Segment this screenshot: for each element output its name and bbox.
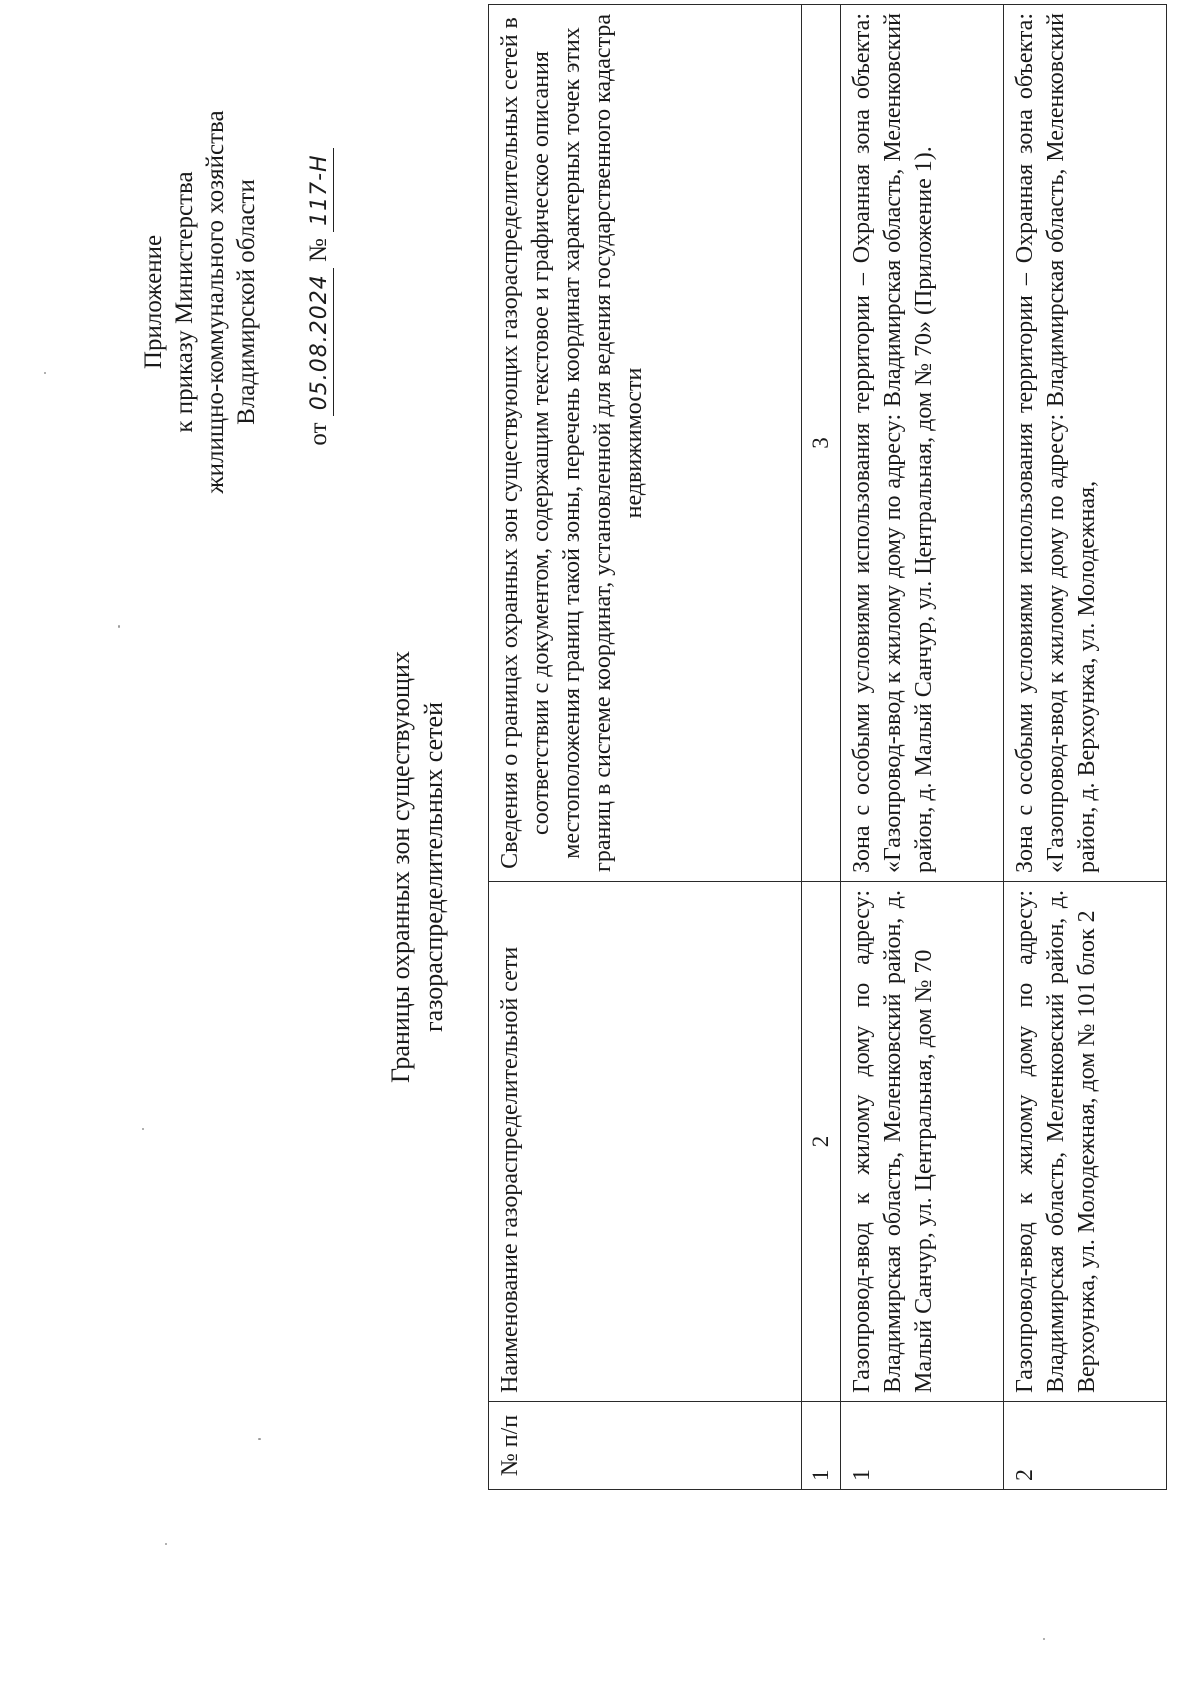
order-number-handwritten: 117-Н: [307, 148, 334, 231]
scan-speck: [142, 1128, 144, 1130]
scan-speck: [44, 372, 46, 374]
network-name: Газопровод-ввод к жилому дому по адресу: Владимирская область, Меленковский район, д. Верхоунжа, ул. Молодежная, дом № 101 блок 2: [1004, 882, 1167, 1402]
zones-table: [488, 4, 1167, 1490]
scan-speck: [1043, 1638, 1045, 1640]
appendix-line: Владимирской области: [233, 179, 260, 425]
column-number: 1: [802, 1402, 841, 1490]
column-number-row: [802, 5, 841, 1490]
order-date-number: [305, 87, 334, 507]
table-row: [1004, 5, 1167, 1490]
order-date-handwritten: 05.08.2024: [307, 268, 334, 416]
column-number: 2: [802, 882, 841, 1402]
appendix-line: Приложение: [140, 234, 167, 370]
table-row: [841, 5, 1004, 1490]
zone-info: Зона с особыми условиями использования территории – Охранная зона объекта: «Газопровод-ввод к жилому дому по адресу: Владимирская область, Меленковский район, д. Малый Санчур, ул. Центральная, дом № 70» (Приложение 1).: [841, 5, 1004, 882]
order-number-prefix: №: [305, 238, 332, 263]
title-line: газораспределительных сетей: [419, 702, 448, 1033]
header-info: Сведения о границах охранных зон существующих газораспределительных сетей в соответствии с документом, содержащим текстовое и графическое описания местоположения границ такой зоны, перечень координат характерных точек этих границ в системе координат, установленной для ведения государственного кадастра недвижимости: [489, 5, 802, 882]
row-number: 2: [1004, 1402, 1167, 1490]
title-line: Границы охранных зон существующих: [386, 651, 415, 1083]
scan-speck: [118, 625, 120, 628]
row-number: 1: [841, 1402, 1004, 1490]
network-name: Газопровод-ввод к жилому дому по адресу: Владимирская область, Меленковский район, д. Малый Санчур, ул. Центральная, дом № 70: [841, 882, 1004, 1402]
scan-speck: [165, 1543, 167, 1545]
document-title: [384, 597, 450, 1137]
appendix-line: жилищно-коммунального хозяйства: [202, 110, 229, 494]
header-name: Наименование газораспределительной сети: [489, 882, 802, 1402]
header-number: № п/п: [489, 1402, 802, 1490]
appendix-block: [138, 87, 262, 517]
appendix-line: к приказу Министерства: [171, 171, 198, 433]
zone-info: Зона с особыми условиями использования территории – Охранная зона объекта: «Газопровод-ввод к жилому дому по адресу: Владимирская область, Меленковский район, д. Верхоунжа, ул. Молодежная,: [1004, 5, 1167, 882]
order-prefix: от: [305, 422, 332, 446]
table-header-row: [489, 5, 802, 1490]
scan-speck: [258, 1438, 261, 1440]
column-number: 3: [802, 5, 841, 882]
